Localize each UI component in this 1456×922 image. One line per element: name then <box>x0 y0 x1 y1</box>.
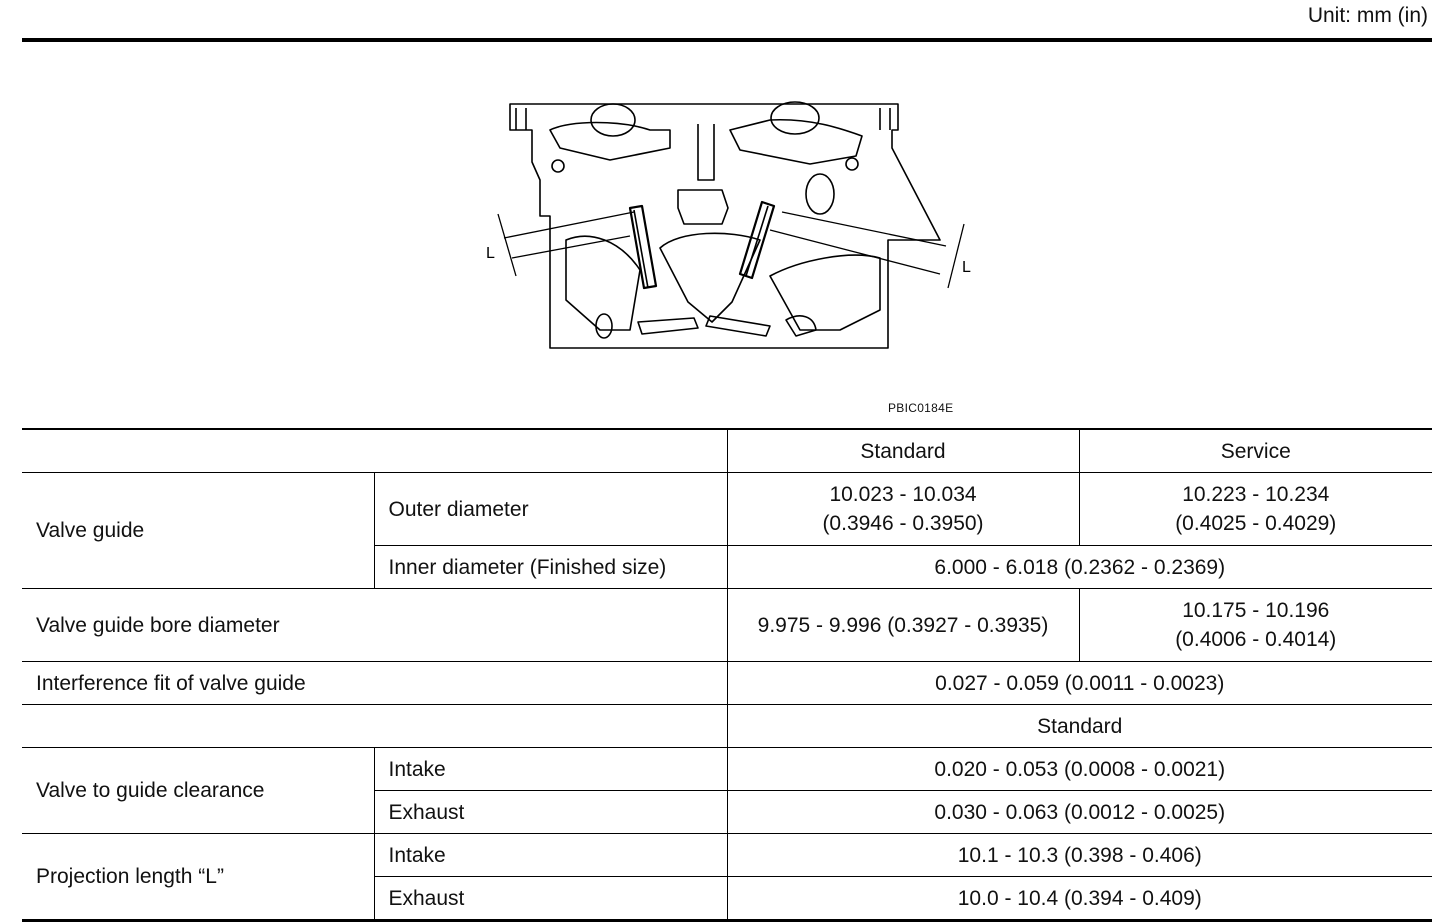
bore-diameter-label: Valve guide bore diameter <box>22 589 727 662</box>
interference-fit-value: 0.027 - 0.059 (0.0011 - 0.0023) <box>727 662 1432 705</box>
unit-label: Unit: mm (in) <box>1307 4 1428 27</box>
bore-diameter-service <box>1079 589 1432 662</box>
projection-exhaust-label: Exhaust <box>374 877 727 921</box>
bore-service-in: (0.4006 - 0.4014) <box>1175 628 1337 651</box>
projection-exhaust-value: 10.0 - 10.4 (0.394 - 0.409) <box>727 877 1432 921</box>
valve-guide-spec-table <box>22 428 1432 922</box>
outer-diameter-standard <box>727 473 1079 546</box>
table-row <box>22 662 1432 705</box>
top-divider <box>22 38 1432 42</box>
projection-intake-value: 10.1 - 10.3 (0.398 - 0.406) <box>727 834 1432 877</box>
outer-standard-in: (0.3946 - 0.3950) <box>822 512 984 535</box>
table-row <box>22 589 1432 662</box>
projection-intake-label: Intake <box>374 834 727 877</box>
clearance-intake-label: Intake <box>374 748 727 791</box>
subheader-standard: Standard <box>727 705 1432 748</box>
clearance-exhaust-label: Exhaust <box>374 791 727 834</box>
subheader-blank-cell <box>22 705 727 748</box>
outer-diameter-label: Outer diameter <box>374 473 727 546</box>
outer-diameter-service <box>1079 473 1432 546</box>
table-row <box>22 473 1432 546</box>
figure-code: PBIC0184E <box>888 401 954 415</box>
valve-guide-label: Valve guide <box>22 473 374 589</box>
projection-label: Projection length “L” <box>22 834 374 921</box>
outer-standard-mm: 10.023 - 10.034 <box>829 483 977 506</box>
header-blank-cell <box>22 429 727 473</box>
dimension-label-right: L <box>962 259 971 276</box>
header-row <box>22 429 1432 473</box>
cylinder-head-diagram <box>470 90 990 370</box>
table-row <box>22 834 1432 877</box>
header-service: Service <box>1079 429 1432 473</box>
inner-diameter-label: Inner diameter (Finished size) <box>374 546 727 589</box>
dimension-label-left: L <box>486 245 495 262</box>
inner-diameter-value: 6.000 - 6.018 (0.2362 - 0.2369) <box>727 546 1432 589</box>
subheader-row <box>22 705 1432 748</box>
table-row <box>22 748 1432 791</box>
clearance-exhaust-value: 0.030 - 0.063 (0.0012 - 0.0025) <box>727 791 1432 834</box>
header-standard: Standard <box>727 429 1079 473</box>
bore-diameter-standard: 9.975 - 9.996 (0.3927 - 0.3935) <box>727 589 1079 662</box>
bore-service-mm: 10.175 - 10.196 <box>1182 599 1330 622</box>
clearance-label: Valve to guide clearance <box>22 748 374 834</box>
interference-fit-label: Interference fit of valve guide <box>22 662 727 705</box>
outer-service-in: (0.4025 - 0.4029) <box>1175 512 1337 535</box>
clearance-intake-value: 0.020 - 0.053 (0.0008 - 0.0021) <box>727 748 1432 791</box>
outer-service-mm: 10.223 - 10.234 <box>1182 483 1330 506</box>
